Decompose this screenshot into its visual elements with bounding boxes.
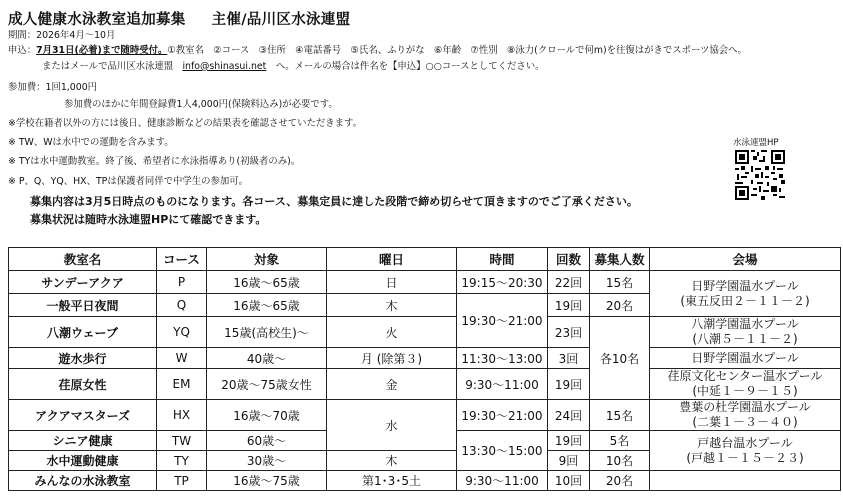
table-row <box>9 271 841 294</box>
notice-2: 募集状況は随時水泳連盟HPにて確認できます。 <box>30 213 267 226</box>
table-row <box>9 348 841 369</box>
class-name: 一般平日夜間 <box>9 294 157 317</box>
count: 19回 <box>548 369 590 400</box>
course-code: W <box>157 348 207 369</box>
course-code: EM <box>157 369 207 400</box>
course-code: TP <box>157 471 207 491</box>
table-row <box>9 369 841 400</box>
time: 13:30～15:00 <box>457 431 548 471</box>
venue-address: (東五反田２－１１－２) <box>680 293 810 308</box>
title: 成人健康水泳教室追加募集 <box>8 12 186 28</box>
count: 23回 <box>548 317 590 348</box>
target: 30歳～ <box>207 451 327 471</box>
header-capacity: 募集人数 <box>590 248 650 271</box>
table-row <box>9 317 841 348</box>
time: 19:30～21:00 <box>457 400 548 431</box>
table-row <box>9 471 841 491</box>
apply-items: ①教室名 ②コース ③住所 ④電話番号 ⑤氏名、ふりがな ⑥年齢 ⑦性別 ⑧泳力(クロールで何m)を往復はがきでスポーツ協会へ。 <box>167 45 747 56</box>
venue-address: (八潮５－１１－２) <box>692 332 798 346</box>
target: 16歳～65歳 <box>207 294 327 317</box>
header-class-name: 教室名 <box>9 248 157 271</box>
venue-address: (中延１－９－１５) <box>692 384 798 398</box>
venue <box>650 369 841 400</box>
target: 20歳～75歳女性 <box>207 369 327 400</box>
header-count: 回数 <box>548 248 590 271</box>
count: 10回 <box>548 471 590 491</box>
capacity: 15名 <box>590 271 650 294</box>
course-code: P <box>157 271 207 294</box>
day: 水 <box>327 400 457 451</box>
course-code: HX <box>157 400 207 431</box>
capacity: 15名 <box>590 400 650 431</box>
class-name: 八潮ウェーブ <box>9 317 157 348</box>
day: 火 <box>327 317 457 348</box>
venue <box>650 348 841 369</box>
note-4: ※ P、Q、YQ、HX、TPは保護者同伴で中学生の参加可。 <box>8 176 248 187</box>
course-code: TW <box>157 431 207 451</box>
venue <box>650 400 841 431</box>
email-prefix: またはメールで品川区水泳連盟 <box>42 61 183 72</box>
venue-name: 荏原文化センター温水プール <box>667 369 823 383</box>
time: 9:30～11:00 <box>457 369 548 400</box>
table-row <box>9 400 841 431</box>
class-name: 遊水歩行 <box>9 348 157 369</box>
class-name: アクアマスターズ <box>9 400 157 431</box>
venue-name: 日野学園温水プール <box>691 278 799 293</box>
target: 16歳～75歳 <box>207 471 327 491</box>
fee-note: 参加費のほかに年間登録費1人4,000円(保険料込み)が必要です。 <box>64 99 338 110</box>
email-suffix: へ。メールの場合は件名を【申込】○○コースとしてください。 <box>266 61 545 72</box>
class-name: サンデーアクア <box>9 271 157 294</box>
time: 19:15～20:30 <box>457 271 548 294</box>
qr-code-icon[interactable] <box>735 150 785 204</box>
venue <box>650 271 841 317</box>
class-name: みんなの水泳教室 <box>9 471 157 491</box>
header-time: 時間 <box>457 248 548 271</box>
apply-deadline: 7月31日(必着)まで随時受付。 <box>36 45 168 56</box>
venue-name: 戸越台温水プール <box>697 435 793 450</box>
capacity: 10名 <box>590 451 650 471</box>
time: 19:30～21:00 <box>457 294 548 348</box>
venue-name: 日野学園温水プール <box>691 350 799 365</box>
capacity: 20名 <box>590 294 650 317</box>
count: 24回 <box>548 400 590 431</box>
venue-address: (二葉１－３－４０) <box>692 415 798 429</box>
venue <box>650 431 841 471</box>
target: 40歳～ <box>207 348 327 369</box>
email-line <box>42 60 545 73</box>
venue <box>650 471 841 491</box>
capacity: 5名 <box>590 431 650 451</box>
email-link[interactable]: info@shinasui.net <box>182 61 267 72</box>
count: 22回 <box>548 271 590 294</box>
target: 16歳～70歳 <box>207 400 327 431</box>
period: 期間：2026年4月～10月 <box>8 30 116 41</box>
venue-name: 八潮学園温水プール <box>691 317 799 331</box>
count: 3回 <box>548 348 590 369</box>
venue <box>650 317 841 348</box>
page-title <box>8 8 350 29</box>
qr-label: 水泳連盟HP <box>733 138 779 148</box>
day: 木 <box>327 294 457 317</box>
count: 19回 <box>548 431 590 451</box>
class-name: 水中運動健康 <box>9 451 157 471</box>
day: 木 <box>327 451 457 471</box>
table-header-row <box>9 248 841 271</box>
day: 第1･3･5土 <box>327 471 457 491</box>
capacity: 20名 <box>590 471 650 491</box>
target: 15歳(高校生)～ <box>207 317 327 348</box>
course-code: TY <box>157 451 207 471</box>
apply-prefix: 申込： <box>8 45 37 56</box>
note-1: ※学校在籍者以外の方には後日、健康診断などの結果表を確認させていただきます。 <box>8 118 362 129</box>
apply-line <box>8 44 747 57</box>
count: 9回 <box>548 451 590 471</box>
class-name: 荏原女性 <box>9 369 157 400</box>
header-course: コース <box>157 248 207 271</box>
organizer: 主催/品川区水泳連盟 <box>211 12 351 28</box>
time: 9:30～11:00 <box>457 471 548 491</box>
day: 日 <box>327 271 457 294</box>
notice-1: 募集内容は3月5日時点のものになります。各コース、募集定員に達した段階で締め切らせて頂きますのでご了承ください。 <box>30 195 638 208</box>
header-venue: 会場 <box>650 248 841 271</box>
schedule-table <box>8 247 841 491</box>
target: 16歳～65歳 <box>207 271 327 294</box>
note-3: ※ TYは水中運動教室。終了後、希望者に水泳指導あり(初級者のみ)。 <box>8 156 301 167</box>
venue-address: (戸越１－１５－２３) <box>686 450 804 465</box>
fee: 参加費：1回1,000円 <box>8 82 98 93</box>
note-2: ※ TW、Wは水中での運動を含みます。 <box>8 137 174 148</box>
time: 11:30～13:00 <box>457 348 548 369</box>
count: 19回 <box>548 294 590 317</box>
venue-name: 豊葉の杜学園温水プール <box>679 400 811 414</box>
target: 60歳～ <box>207 431 327 451</box>
capacity: 各10名 <box>590 317 650 400</box>
course-code: YQ <box>157 317 207 348</box>
header-day: 曜日 <box>327 248 457 271</box>
class-name: シニア健康 <box>9 431 157 451</box>
day: 金 <box>327 369 457 400</box>
day: 月 (除第３) <box>327 348 457 369</box>
header-target: 対象 <box>207 248 327 271</box>
course-code: Q <box>157 294 207 317</box>
